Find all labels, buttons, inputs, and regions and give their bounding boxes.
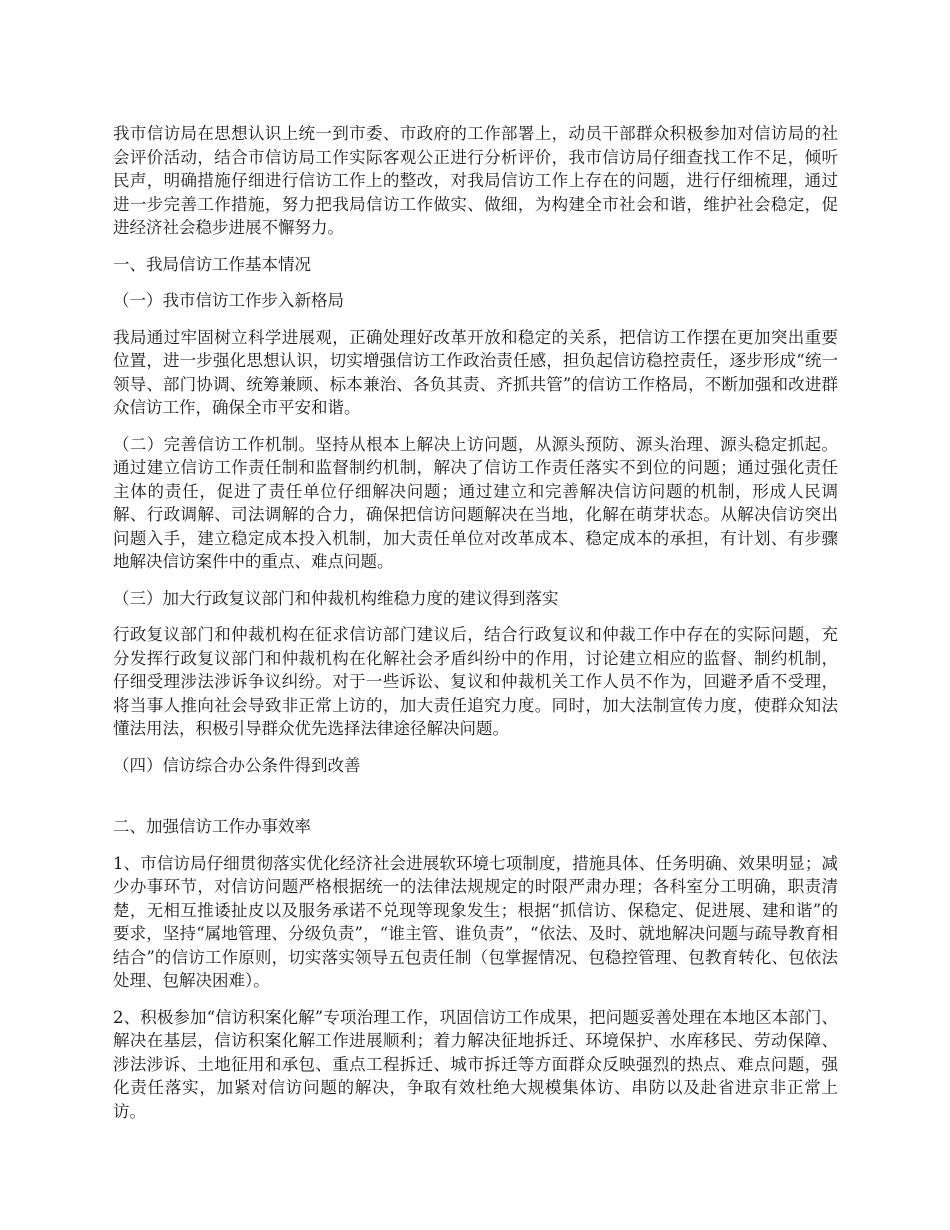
section-heading-2: 二、加强信访工作办事效率 <box>113 817 311 836</box>
body-paragraph-3: 行政复议部门和仲裁机构在征求信访部门建议后，结合行政复议和仲裁工作中存在的实际问题，充分发挥行政复议部门和仲裁机构在化解社会矛盾纠纷中的作用，讨论建立相应的监督、制约机制，仔细受理涉法涉诉争议纠纷。对于一些诉讼、复议和仲裁机关工作人员不作为，回避矛盾不受理，将当事人推向社会导致非正常上访的，加大责任追究力度。同时，加大法制宣传力度，使群众知法懂法用法，积极引导群众优先选择法律途径解决问题。 <box>113 625 838 738</box>
body-paragraph-5: 2、积极参加“信访积案化解”专项治理工作，巩固信访工作成果，把问题妥善处理在本地区本部门、解决在基层，信访积案化解工作进展顺利；着力解决征地拆迁、环境保护、水库移民、劳动保障、涉法涉诉、土地征用和承包、重点工程拆迁、城市拆迁等方面群众反映强烈的热点、难点问题，强化责任落实，加紧对信访问题的解决，争取有效杜绝大规模集体访、串防以及赴省进京非正常上访。 <box>113 1007 838 1121</box>
subsection-heading-4: （四）信访综合办公条件得到改善 <box>113 755 361 775</box>
section-heading-1: 一、我局信访工作基本情况 <box>113 254 311 274</box>
subsection-heading-1: （一）我市信访工作步入新格局 <box>113 291 344 310</box>
body-paragraph-4: 1、市信访局仔细贯彻落实优化经济社会进展软环境七项制度，措施具体、任务明确、效果明显；减少办事环节，对信访问题严格根据统一的法律法规规定的时限严肃办理；各科室分工明确，职责清楚，无相互推诿扯皮以及服务承诺不兑现等现象发生；根据“抓信访、保稳定、促进展、建和谐”的要求，坚持“属地管理、分级负责”，“谁主管、谁负责”，“依法、及时、就地解决问题与疏导教育相结合”的信访工作原则，切实落实领导五包责任制（包掌握情况、包稳控管理、包教育转化、包依法处理、包解决困难）。 <box>113 853 838 990</box>
subsection-heading-3: （三）加大行政复议部门和仲裁机构维稳力度的建议得到落实 <box>113 588 559 608</box>
body-paragraph-1: 我局通过牢固树立科学进展观，正确处理好改革开放和稳定的关系，把信访工作摆在更加突出重要位置，进一步强化思想认识，切实增强信访工作政治责任感，担负起信访稳控责任，逐步形成“统一领导、部门协调、统筹兼顾、标本兼治、各负其责、齐抓共管”的信访工作格局，不断加强和改进群众信访工作，确保全市平安和谐。 <box>113 327 838 417</box>
document-body <box>113 122 838 1136</box>
intro-paragraph: 我市信访局在思想认识上统一到市委、市政府的工作部署上，动员干部群众积极参加对信访局的社会评价活动，结合市信访局工作实际客观公正进行分析评价，我市信访局仔细查找工作不足，倾听民声，明确措施仔细进行信访工作上的整改，对我局信访工作上存在的问题，进行仔细梳理，通过进一步完善工作措施，努力把我局信访工作做实、做细，为构建全市社会和谐，维护社会稳定，促进经济社会稳步进展不懈努力。 <box>113 124 838 237</box>
body-paragraph-2: （二）完善信访工作机制。坚持从根本上解决上访问题，从源头预防、源头治理、源头稳定抓起。通过建立信访工作责任制和监督制约机制，解决了信访工作责任落实不到位的问题；通过强化责任主体的责任，促进了责任单位仔细解决问题；通过建立和完善解决信访问题的机制，形成人民调解、行政调解、司法调解的合力，确保把信访问题解决在当地，化解在萌芽状态。从解决信访突出问题入手，建立稳定成本投入机制，加大责任单位对改革成本、稳定成本的承担，有计划、有步骤地解决信访案件中的重点、难点问题。 <box>113 434 838 571</box>
